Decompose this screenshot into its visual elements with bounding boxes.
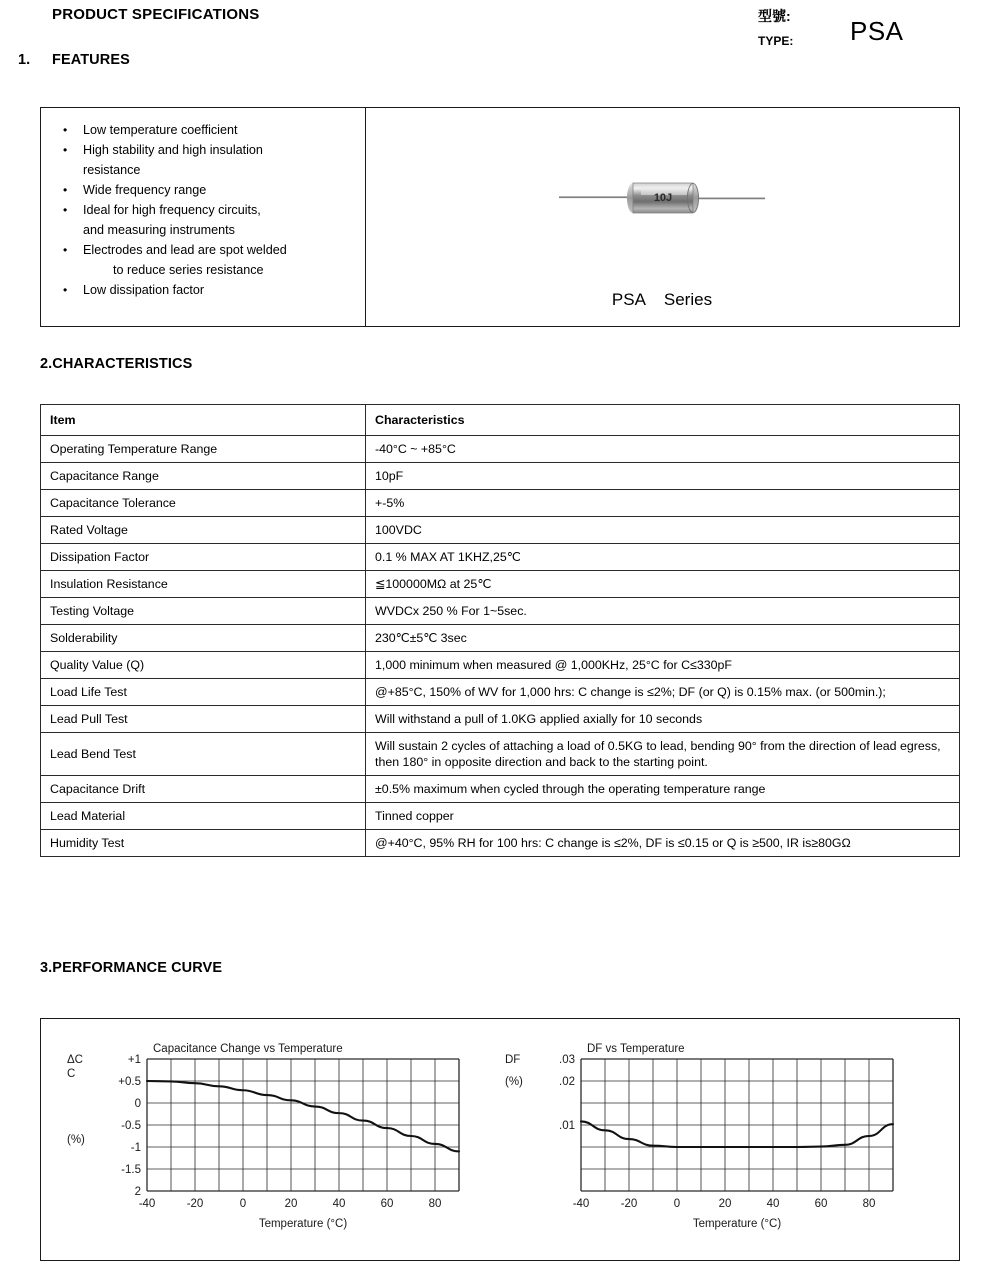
feature-line-1: Low dissipation factor: [83, 283, 205, 297]
x-axis-tick-label: 20: [284, 1198, 298, 1210]
performance-curve-box: [40, 1018, 960, 1261]
y-axis-label: (%): [67, 1134, 85, 1146]
bullet-icon: •: [63, 183, 68, 197]
series-caption: PSA Series: [611, 290, 713, 309]
x-axis-tick-label: 0: [673, 1198, 681, 1210]
x-axis-tick-label: -40: [572, 1198, 590, 1210]
df-chart: [493, 1037, 923, 1242]
row-value: @+40°C, 95% RH for 100 hrs: C change is ≤2%, DF is ≤0.15 or Q is ≥500, IR is≥80GΩ: [366, 830, 960, 857]
row-item: Solderability: [41, 625, 366, 652]
y-axis-tick-label: 2: [134, 1186, 141, 1198]
row-item: Lead Bend Test: [41, 733, 366, 776]
column-header-characteristics: Characteristics: [366, 405, 960, 436]
y-axis-tick-label: .03: [559, 1054, 575, 1066]
row-value: 230℃±5℃ 3sec: [366, 625, 960, 652]
y-axis-tick-label: -0.5: [121, 1120, 141, 1132]
y-axis-label: C: [67, 1068, 76, 1080]
data-curve: [147, 1081, 459, 1151]
feature-line-1: High stability and high insulation: [83, 143, 263, 157]
features-list: [51, 120, 351, 300]
x-axis-tick-label: -20: [620, 1198, 638, 1210]
row-item: Insulation Resistance: [41, 571, 366, 598]
component-figure: [365, 108, 959, 326]
x-axis-tick-label: -20: [186, 1198, 204, 1210]
row-item: Rated Voltage: [41, 517, 366, 544]
feature-line-1: Low temperature coefficient: [83, 123, 238, 137]
table-row: [41, 830, 960, 857]
table-row: [41, 652, 960, 679]
bullet-icon: •: [63, 283, 68, 297]
table-row: [41, 463, 960, 490]
chart-title: DF vs Temperature: [587, 1043, 685, 1055]
row-item: Capacitance Range: [41, 463, 366, 490]
row-item: Quality Value (Q): [41, 652, 366, 679]
list-item: [51, 280, 351, 300]
row-value: 100VDC: [366, 517, 960, 544]
axial-capacitor-photo: [557, 168, 767, 228]
row-item: Dissipation Factor: [41, 544, 366, 571]
feature-line-1: Ideal for high frequency circuits,: [83, 203, 261, 217]
table-row: [41, 625, 960, 652]
type-label-chinese: 型號:: [758, 8, 791, 24]
x-axis-tick-label: 40: [766, 1198, 780, 1210]
table-row: [41, 571, 960, 598]
bullet-icon: •: [63, 243, 68, 257]
table-row: [41, 803, 960, 830]
row-value: +-5%: [366, 490, 960, 517]
type-label-english: TYPE:: [758, 34, 794, 48]
row-item: Lead Material: [41, 803, 366, 830]
row-value: -40°C ~ +85°C: [366, 436, 960, 463]
table-row: [41, 679, 960, 706]
row-value: 1,000 minimum when measured @ 1,000KHz, 25°C for C≤330pF: [366, 652, 960, 679]
page-title: PRODUCT SPECIFICATIONS: [52, 6, 260, 23]
table-row: [41, 733, 960, 776]
x-axis-tick-label: 80: [428, 1198, 442, 1210]
row-item: Lead Pull Test: [41, 706, 366, 733]
y-axis-label: ΔC: [67, 1054, 83, 1066]
x-axis-tick-label: 40: [332, 1198, 346, 1210]
features-section-number: 1.: [18, 52, 31, 68]
feature-line-2: to reduce series resistance: [113, 263, 264, 277]
y-axis-tick-label: .01: [559, 1120, 575, 1132]
y-axis-label: DF: [505, 1054, 521, 1066]
row-item: Testing Voltage: [41, 598, 366, 625]
y-axis-tick-label: .02: [559, 1076, 575, 1088]
row-item: Capacitance Drift: [41, 776, 366, 803]
row-value: ≦100000MΩ at 25℃: [366, 571, 960, 598]
y-axis-tick-label: -1.5: [121, 1164, 141, 1176]
column-header-item: Item: [41, 405, 366, 436]
x-axis-tick-label: 60: [380, 1198, 394, 1210]
y-axis-tick-label: 0: [134, 1098, 141, 1110]
row-item: Humidity Test: [41, 830, 366, 857]
table-row: [41, 776, 960, 803]
row-item: Load Life Test: [41, 679, 366, 706]
table-row: [41, 436, 960, 463]
row-value: Will withstand a pull of 1.0KG applied axially for 10 seconds: [366, 706, 960, 733]
table-row: [41, 544, 960, 571]
x-axis-label: Temperature (°C): [258, 1218, 348, 1230]
performance-section-heading: 3.PERFORMANCE CURVE: [40, 960, 223, 976]
bullet-icon: •: [63, 203, 68, 217]
type-block: [758, 4, 968, 58]
x-axis-tick-label: -40: [138, 1198, 156, 1210]
type-value: PSA: [850, 16, 904, 46]
list-item: [51, 140, 351, 180]
y-axis-tick-label: -1: [130, 1142, 141, 1154]
list-item: [51, 200, 351, 240]
features-section-title: FEATURES: [52, 52, 130, 68]
feature-line-1: Wide frequency range: [83, 183, 207, 197]
x-axis-tick-label: 60: [814, 1198, 828, 1210]
x-axis-label: Temperature (°C): [692, 1218, 782, 1230]
features-section-heading: [18, 52, 130, 68]
bullet-icon: •: [63, 143, 68, 157]
row-value: Tinned copper: [366, 803, 960, 830]
row-value: 0.1 % MAX AT 1KHZ,25℃: [366, 544, 960, 571]
x-axis-tick-label: 80: [862, 1198, 876, 1210]
y-axis-tick-label: +0.5: [118, 1076, 141, 1088]
table-row: [41, 490, 960, 517]
y-axis-tick-label: +1: [127, 1054, 141, 1066]
table-row: [41, 598, 960, 625]
row-value: Will sustain 2 cycles of attaching a load of 0.5KG to lead, bending 90° from the direction of lead egress, then 180° in opposite direction and back to the starting point.: [366, 733, 960, 776]
list-item: [51, 240, 351, 280]
list-item: [51, 120, 351, 140]
row-value: ±0.5% maximum when cycled through the operating temperature range: [366, 776, 960, 803]
row-item: Capacitance Tolerance: [41, 490, 366, 517]
row-value: 10pF: [366, 463, 960, 490]
features-box: [40, 107, 960, 327]
table-row: [41, 517, 960, 544]
svg-text:10J: 10J: [653, 192, 673, 204]
row-value: @+85°C, 150% of WV for 1,000 hrs: C change is ≤2%; DF (or Q) is 0.15% max. (or 500min.);: [366, 679, 960, 706]
capacitance-change-chart: [59, 1037, 489, 1242]
feature-line-2: resistance: [83, 163, 141, 177]
y-axis-label: (%): [505, 1076, 523, 1088]
x-axis-tick-label: 0: [239, 1198, 247, 1210]
chart-title: Capacitance Change vs Temperature: [153, 1043, 343, 1055]
characteristics-section-heading: 2.CHARACTERISTICS: [40, 356, 193, 372]
table-row: [41, 706, 960, 733]
list-item: [51, 180, 351, 200]
row-value: WVDCx 250 % For 1~5sec.: [366, 598, 960, 625]
feature-line-2: and measuring instruments: [83, 223, 235, 237]
x-axis-tick-label: 20: [718, 1198, 732, 1210]
row-item: Operating Temperature Range: [41, 436, 366, 463]
feature-line-1: Electrodes and lead are spot welded: [83, 243, 287, 257]
characteristics-table: [40, 404, 960, 857]
table-header-row: [41, 405, 960, 436]
bullet-icon: •: [63, 123, 68, 137]
